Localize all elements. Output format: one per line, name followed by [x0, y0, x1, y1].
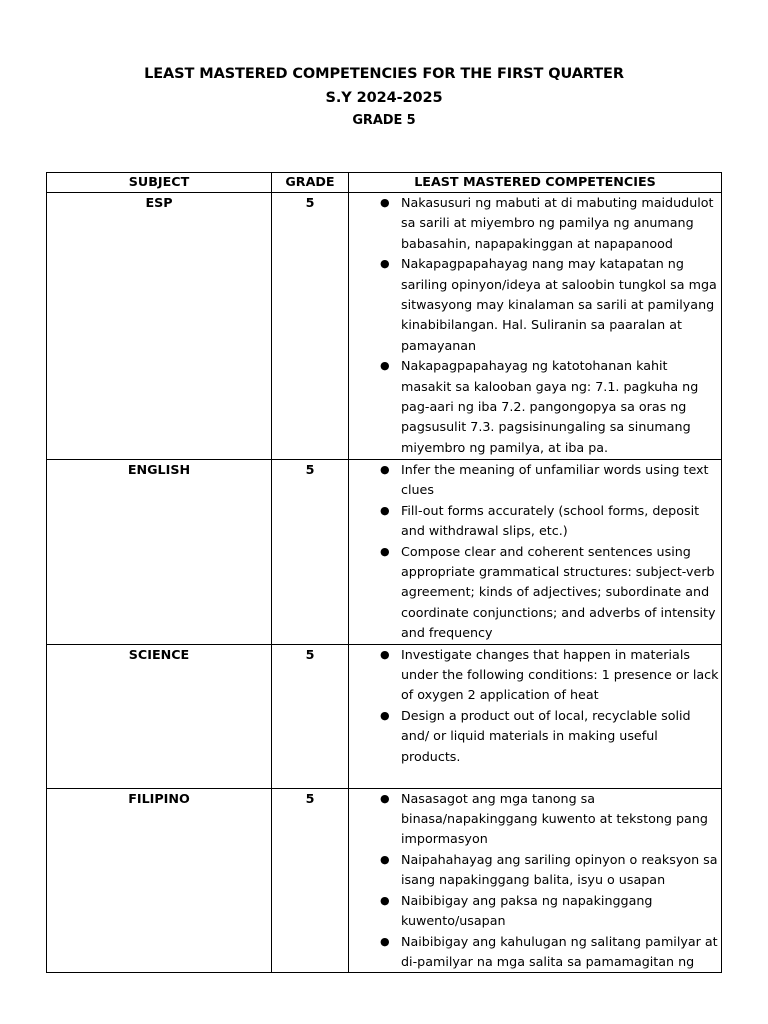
competency-item [349, 932, 721, 973]
table-row [47, 460, 722, 645]
competency-text: Nakasusuri ng mabuti at di mabuting maidudulot sa sarili at miyembro ng pamilya ng anumang babasahin, napapakinggan at napapanood [401, 195, 714, 251]
bullet-icon: ● [380, 708, 390, 722]
competencies-table [46, 172, 722, 973]
competencies-cell [349, 193, 722, 460]
competency-list [349, 193, 721, 458]
competency-item [349, 460, 721, 501]
competency-item [349, 645, 721, 706]
competency-item [349, 789, 721, 850]
competency-list [349, 789, 721, 973]
header-subject: SUBJECT [47, 173, 272, 193]
competency-text: Naibibigay ang kahulugan ng salitang pamilyar at di-pamilyar na mga salita sa pamamagitan ng [401, 933, 718, 969]
bullet-icon: ● [380, 893, 390, 907]
competency-item [349, 356, 721, 458]
competency-item [349, 706, 721, 767]
competency-item [349, 542, 721, 644]
bullet-icon: ● [380, 257, 390, 271]
table-row [47, 788, 722, 973]
competency-item [349, 850, 721, 891]
competency-text: Fill-out forms accurately (school forms, deposit and withdrawal slips, etc.) [401, 502, 700, 539]
bullet-icon: ● [380, 503, 390, 517]
competency-item [349, 254, 721, 356]
subject-cell: SCIENCE [47, 644, 272, 788]
header-competencies: LEAST MASTERED COMPETENCIES [349, 173, 722, 193]
bullet-icon: ● [380, 359, 390, 373]
table-header-row [47, 173, 722, 193]
bullet-icon: ● [380, 544, 390, 558]
competency-text: Naipahahayag ang sariling opinyon o reaksyon sa isang napakinggang balita, isyu o usapan [401, 851, 718, 888]
competency-item [349, 501, 721, 542]
bullet-icon: ● [380, 934, 390, 948]
bullet-icon: ● [380, 463, 390, 476]
competency-text: Nakapagpapahayag ng katotohanan kahit masakit sa kalooban gaya ng: 7.1. pagkuha ng pag-aari ng iba 7.2. pangongopya sa oras ng pagsusulit 7.3. pagsisinungaling sa sinumang miyembro ng pamilya, at iba pa. [401, 358, 699, 455]
bullet-icon: ● [380, 791, 390, 805]
competency-text: Design a product out of local, recyclable solid and/ or liquid materials in making useful products. [401, 707, 691, 764]
table-row [47, 644, 722, 788]
competency-text: Naibibigay ang paksa ng napakinggang kuwento/usapan [401, 892, 653, 929]
competency-text: Nakapagpapahayag nang may katapatan ng sariling opinyon/ideya at saloobin tungkol sa mga sitwasyong may kinalaman sa sarili at pamilyang kinabibilangan. Hal. Suliranin sa paaralan at pamayanan [401, 256, 717, 353]
header-grade: GRADE [272, 173, 349, 193]
competency-text: Investigate changes that happen in materials under the following conditions: 1 presence or lack of oxygen 2 application of heat [401, 646, 719, 703]
document-header [0, 62, 768, 132]
document-title: LEAST MASTERED COMPETENCIES FOR THE FIRST QUARTER [144, 66, 624, 82]
table-row [47, 193, 722, 460]
competencies-cell [349, 644, 722, 788]
competencies-cell [349, 788, 722, 973]
bullet-icon: ● [380, 647, 390, 661]
competency-list [349, 460, 721, 644]
competency-text: Infer the meaning of unfamiliar words using text clues [401, 462, 709, 498]
school-year: S.Y 2024-2025 [325, 90, 443, 106]
grade-cell: 5 [272, 460, 349, 645]
subject-cell: ENGLISH [47, 460, 272, 645]
competency-list [349, 645, 721, 767]
table-body [47, 193, 722, 973]
bullet-icon: ● [380, 196, 390, 209]
competency-text: Nasasagot ang mga tanong sa binasa/napakinggang kuwento at tekstong pang impormasyon [401, 790, 708, 847]
grade-level: GRADE 5 [352, 113, 416, 128]
competency-text: Compose clear and coherent sentences using appropriate grammatical structures: subject-verb agreement; kinds of adjectives; subordinate and coordinate conjunctions; and adverbs of intensity and frequency [401, 543, 716, 641]
competency-item [349, 891, 721, 932]
subject-cell: ESP [47, 193, 272, 460]
grade-cell: 5 [272, 193, 349, 460]
bullet-icon: ● [380, 852, 390, 866]
grade-cell: 5 [272, 788, 349, 973]
competency-item [349, 193, 721, 254]
grade-cell: 5 [272, 644, 349, 788]
subject-cell: FILIPINO [47, 788, 272, 973]
competencies-cell [349, 460, 722, 645]
